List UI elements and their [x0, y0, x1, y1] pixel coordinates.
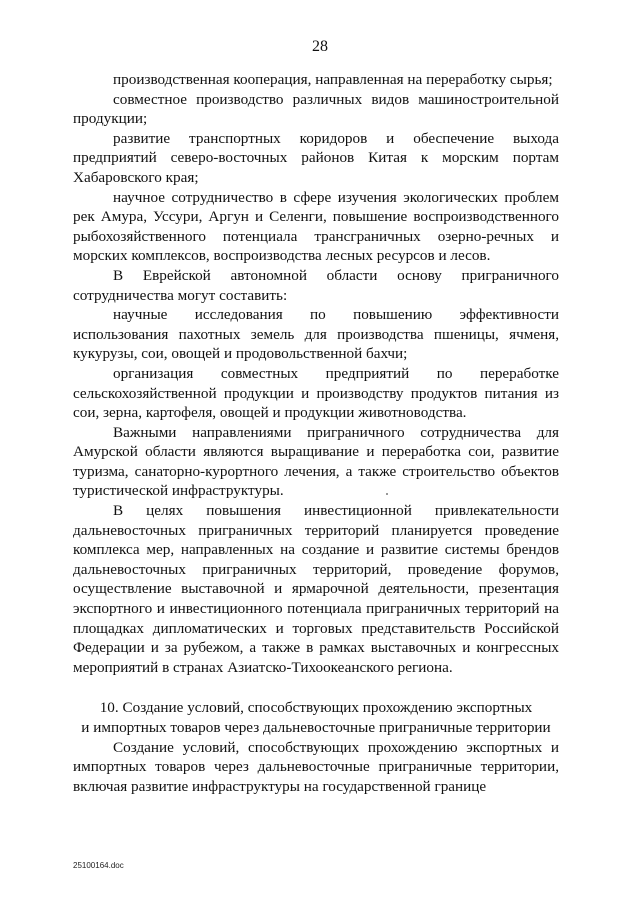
paragraph: производственная кооперация, направленная на переработку сырья; [113, 71, 553, 88]
paragraph: организация совместных предприятий по переработке сельскохозяйственной продукции и производству продуктов питания из сои, зерна, картофеля, овощей и продукции животноводства. [73, 364, 559, 422]
paragraph: Важными направлениями приграничного сотрудничества для Амурской области являются выращивание и переработка сои, развитие туризма, санаторно-курортного лечения, а также строительство объектов туристической инфраструктуры. [73, 423, 559, 500]
paragraph: В Еврейской автономной области основу приграничного сотрудничества могут составить: [73, 266, 559, 304]
paragraph: развитие транспортных коридоров и обеспечение выхода предприятий северо-восточных районов Китая к морским портам Хабаровского края; [73, 129, 559, 186]
paragraph: совместное производство различных видов машиностроительной продукции; [73, 90, 559, 128]
scan-speck [386, 493, 388, 495]
document-body [73, 70, 559, 796]
paragraph: научные исследования по повышению эффективности использования пахотных земель для производства пшеницы, ячменя, кукурузы, сои, овощей и продовольственной бахчи; [73, 306, 559, 363]
page-number: 28 [312, 38, 328, 55]
paragraph: В целях повышения инвестиционной привлекательности дальневосточных приграничных территорий планируется проведение комплекса мер, направленных на создание и развитие системы брендов дальневосточных приграничных территорий, проведение форумов, осуществление выставочной и ярмарочной деятельности, презентация экспортного и инвестиционного потенциала приграничных территорий на площадках дипломатических и торговых представительств Российской Федерации и за рубежом, а также в рамках выставочных и конгрессных мероприятий в странах Азиатско-Тихоокеанского региона. [73, 502, 559, 676]
paragraph: научное сотрудничество в сфере изучения экологических проблем рек Амура, Уссури, Аргун и Селенги, повышение воспроизводственного рыбохозяйственного потенциала трансграничных озерно-речных и морских комплексов, воспроизводства лесных ресурсов и лесов. [73, 188, 559, 265]
footer-filename: 25100164.doc [73, 861, 124, 870]
section-heading-line-1: 10. Создание условий, способствующих прохождению экспортных [99, 699, 533, 717]
paragraph: Создание условий, способствующих прохождению экспортных и импортных товаров через дальневосточные приграничные территории, включая развитие инфраструктуры на государственной границе [73, 738, 559, 795]
section-heading-line-2: и импортных товаров через дальневосточные приграничные территории [81, 719, 551, 736]
section-heading [73, 698, 559, 737]
